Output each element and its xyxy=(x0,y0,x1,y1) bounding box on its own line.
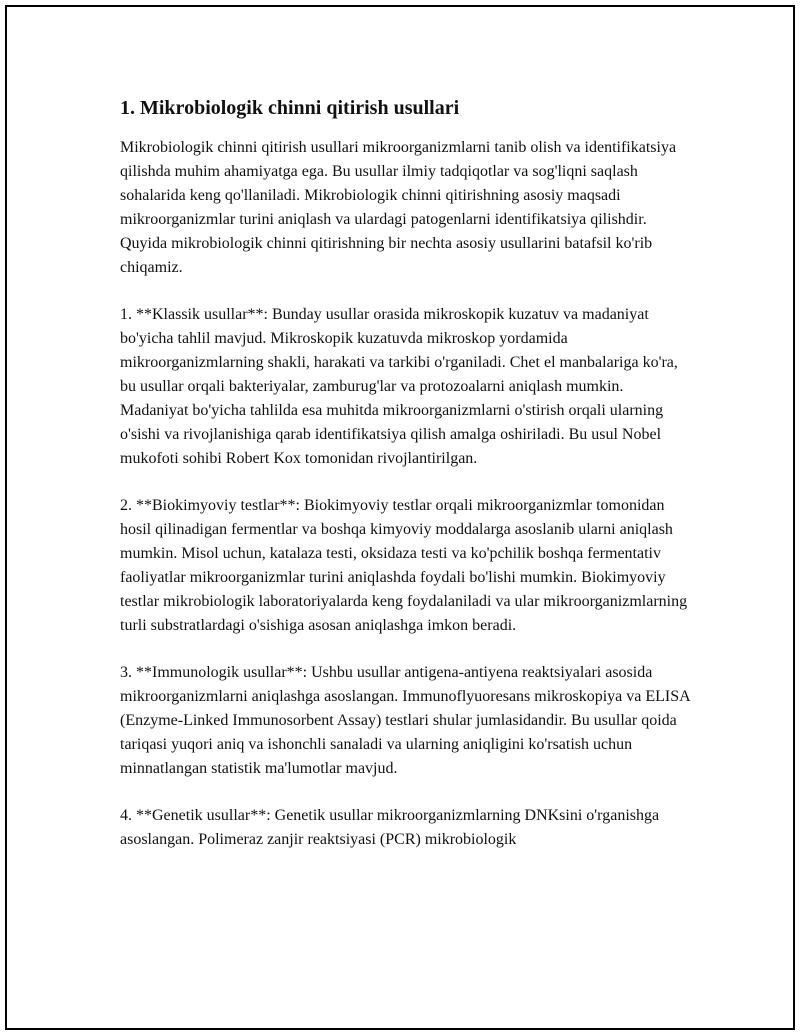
genetic-methods-paragraph: 4. **Genetik usullar**: Genetik usullar mikroorganizmlarning DNKsini o'rganishga asoslangan. Polimeraz zanjir reaktsiyasi (PCR) mikrobiologik xyxy=(120,807,660,848)
document-body xyxy=(120,95,692,875)
page-frame xyxy=(5,5,795,1030)
classic-methods-paragraph: 1. **Klassik usullar**: Bunday usullar orasida mikroskopik kuzatuv va madaniyat bo'yicha tahlil mavjud. Mikroskopik kuzatuvda mikroskop yordamida mikroorganizmlarning shakli, harakati va tarkibi o'rganiladi. Chet el manbalariga ko'ra, bu usullar orqali bakteriyalar, zamburug'lar va protozoalarni aniqlash mumkin. Madaniyat bo'yicha tahlilda esa muhitda mikroorganizmlarni o'stirish orqali ularning o'sishi va rivojlanishiga qarab identifikatsiya qilish amalga oshiriladi. Bu usul Nobel mukofoti sohibi Robert Kox tomonidan rivojlantirilgan. xyxy=(120,306,678,467)
intro-paragraph: Mikrobiologik chinni qitirish usullari mikroorganizmlarni tanib olish va identifikatsiya qilishda muhim ahamiyatga ega. Bu usullar ilmiy tadqiqotlar va sog'liqni saqlash sohalarida keng qo'llaniladi. Mikrobiologik chinni qitirishning asosiy maqsadi mikroorganizmlar turini aniqlash va ulardagi patogenlarni identifikatsiya qilishdir. Quyida mikrobiologik chinni qitirishning bir nechta asosiy usullarini batafsil ko'rib chiqamiz. xyxy=(120,139,677,276)
immunological-methods-paragraph: 3. **Immunologik usullar**: Ushbu usullar antigena-antiyena reaktsiyalari asosida mikroorganizmlarni aniqlashga asoslangan. Immunoflyuoresans mikroskopiya va ELISA (Enzyme-Linked Immunosorbent Assay) testlari shular jumlasidandir. Bu usullar qoida tariqasi yuqori aniq va ishonchli sanaladi va ularning aniqligini ko'rsatish uchun minnatlangan statistik ma'lumotlar mavjud. xyxy=(120,664,690,777)
biochemical-tests-paragraph: 2. **Biokimyoviy testlar**: Biokimyoviy testlar orqali mikroorganizmlar tomonidan hosil qilinadigan fermentlar va boshqa kimyoviy moddalarga asoslanib ularni aniqlash mumkin. Misol uchun, katalaza testi, oksidaza testi va ko'pchilik boshqa fermentativ faoliyatlar mikroorganizmlar turini aniqlashda foydali bo'lishi mumkin. Biokimyoviy testlar mikrobiologik laboratoriyalarda keng foydalaniladi va ular mikroorganizmlarning turli substratlardagi o'sishiga asosan aniqlashga imkon beradi. xyxy=(120,497,688,634)
document-title: 1. Mikrobiologik chinni qitirish usullari xyxy=(120,97,460,119)
